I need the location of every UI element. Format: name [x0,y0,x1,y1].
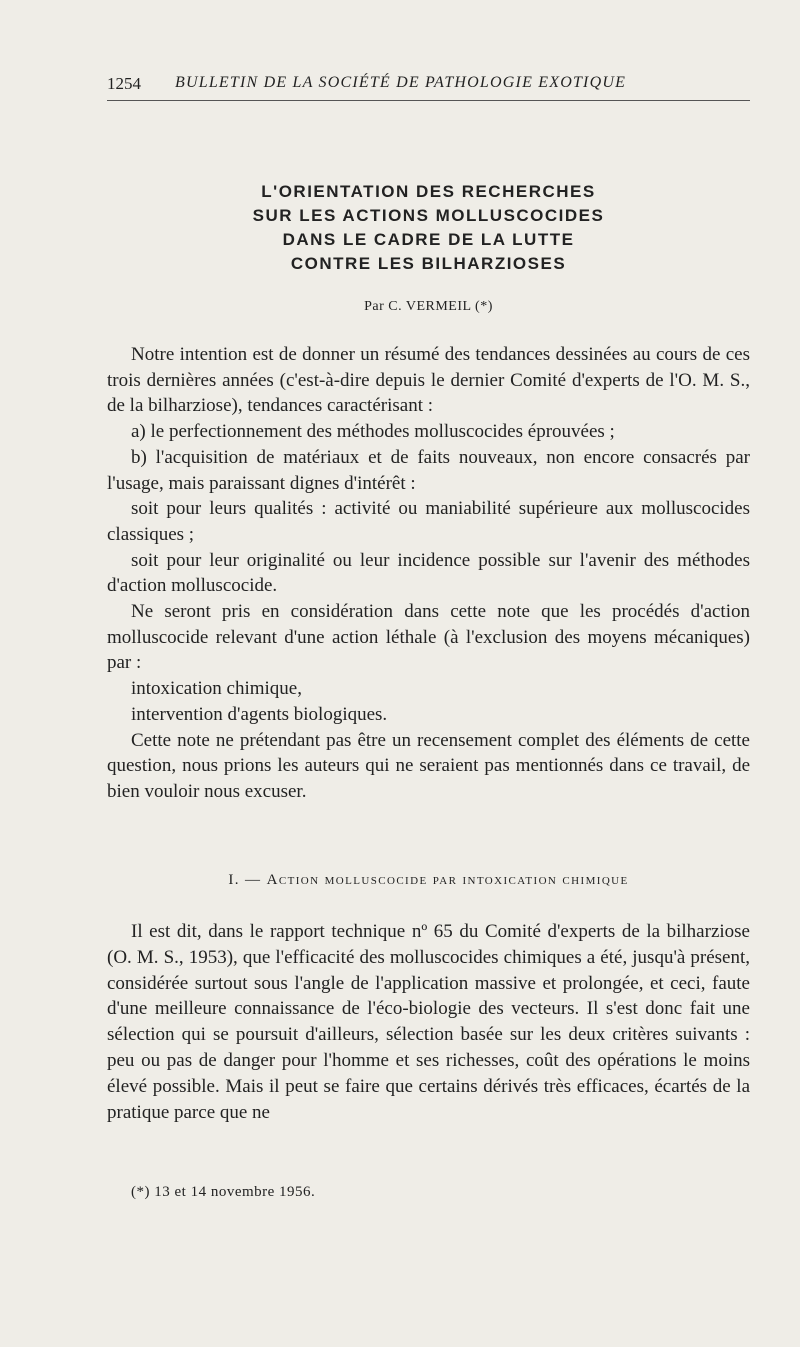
section-body [107,919,750,1125]
title-line: SUR LES ACTIONS MOLLUSCOCIDES [252,206,605,225]
list-item-a: a) le perfectionnement des méthodes molluscocides éprouvées ; [131,421,615,443]
paragraph: Notre intention est de donner un résumé des tendances dessinées au cours de ces trois dernières années (c'est-à-dire depuis le dernier Comité d'experts de l'O. M. S., de la bilharziose), tendances caractérisant : [107,344,750,417]
paragraph: Cette note ne prétendant pas être un recensement complet des éléments de cette question, nous prions les auteurs qui ne seraient pas mentionnés dans ce travail, de bien vouloir nous excuser. [107,729,750,802]
footnote: (*) 13 et 14 novembre 1956. [131,1184,316,1200]
section-title: Action molluscocide par intoxication chimique [266,872,629,888]
section-number: I. — [228,872,262,888]
page-number: 1254 [107,74,141,93]
introduction [107,342,750,805]
running-header [107,72,750,101]
title-line: CONTRE LES BILHARZIOSES [290,254,567,273]
means-item: intoxication chimique, [131,678,302,700]
section-heading [107,872,750,889]
title-line: DANS LE CADRE DE LA LUTTE [282,230,575,249]
article-title [107,180,750,276]
paragraph: Il est dit, dans le rapport technique nº 65 du Comité d'experts de la bilharziose (O. M. S., 1953), que l'efficacité des molluscocides chimiques a été, jusqu'à présent, considérée surtout sous l'angle de l'application massive et prolongée, et ceci, faute d'une meilleure connaissance de l'éco-biologie des vecteurs. Il s'est donc fait une sélection qui se poursuit d'ailleurs, sélection basée sur les deux critères suivants : peu ou pas de danger pour l'homme et ses richesses, coût des opérations le moins élevé possible. Mais il peut se faire que certains dérivés très efficaces, écartés de la pratique parce que ne [107,921,750,1123]
paragraph: Ne seront pris en considération dans cette note que les procédés d'action molluscocide relevant d'une action léthale (à l'exclusion des moyens mécaniques) par : [107,601,750,674]
sub-item: soit pour leurs qualités : activité ou maniabilité supérieure aux molluscocides classiques ; [107,498,750,545]
sub-item: soit pour leur originalité ou leur incidence possible sur l'avenir des méthodes d'action molluscocide. [107,549,750,597]
list-item-b: b) l'acquisition de matériaux et de faits nouveaux, non encore consacrés par l'usage, mais paraissant dignes d'intérêt : [107,446,750,494]
journal-title: BULLETIN DE LA SOCIÉTÉ DE PATHOLOGIE EXOTIQUE [175,74,627,91]
title-line: L'ORIENTATION DES RECHERCHES [261,182,596,201]
means-item: intervention d'agents biologiques. [131,703,388,725]
author-byline: Par C. VERMEIL (*) [364,299,493,314]
